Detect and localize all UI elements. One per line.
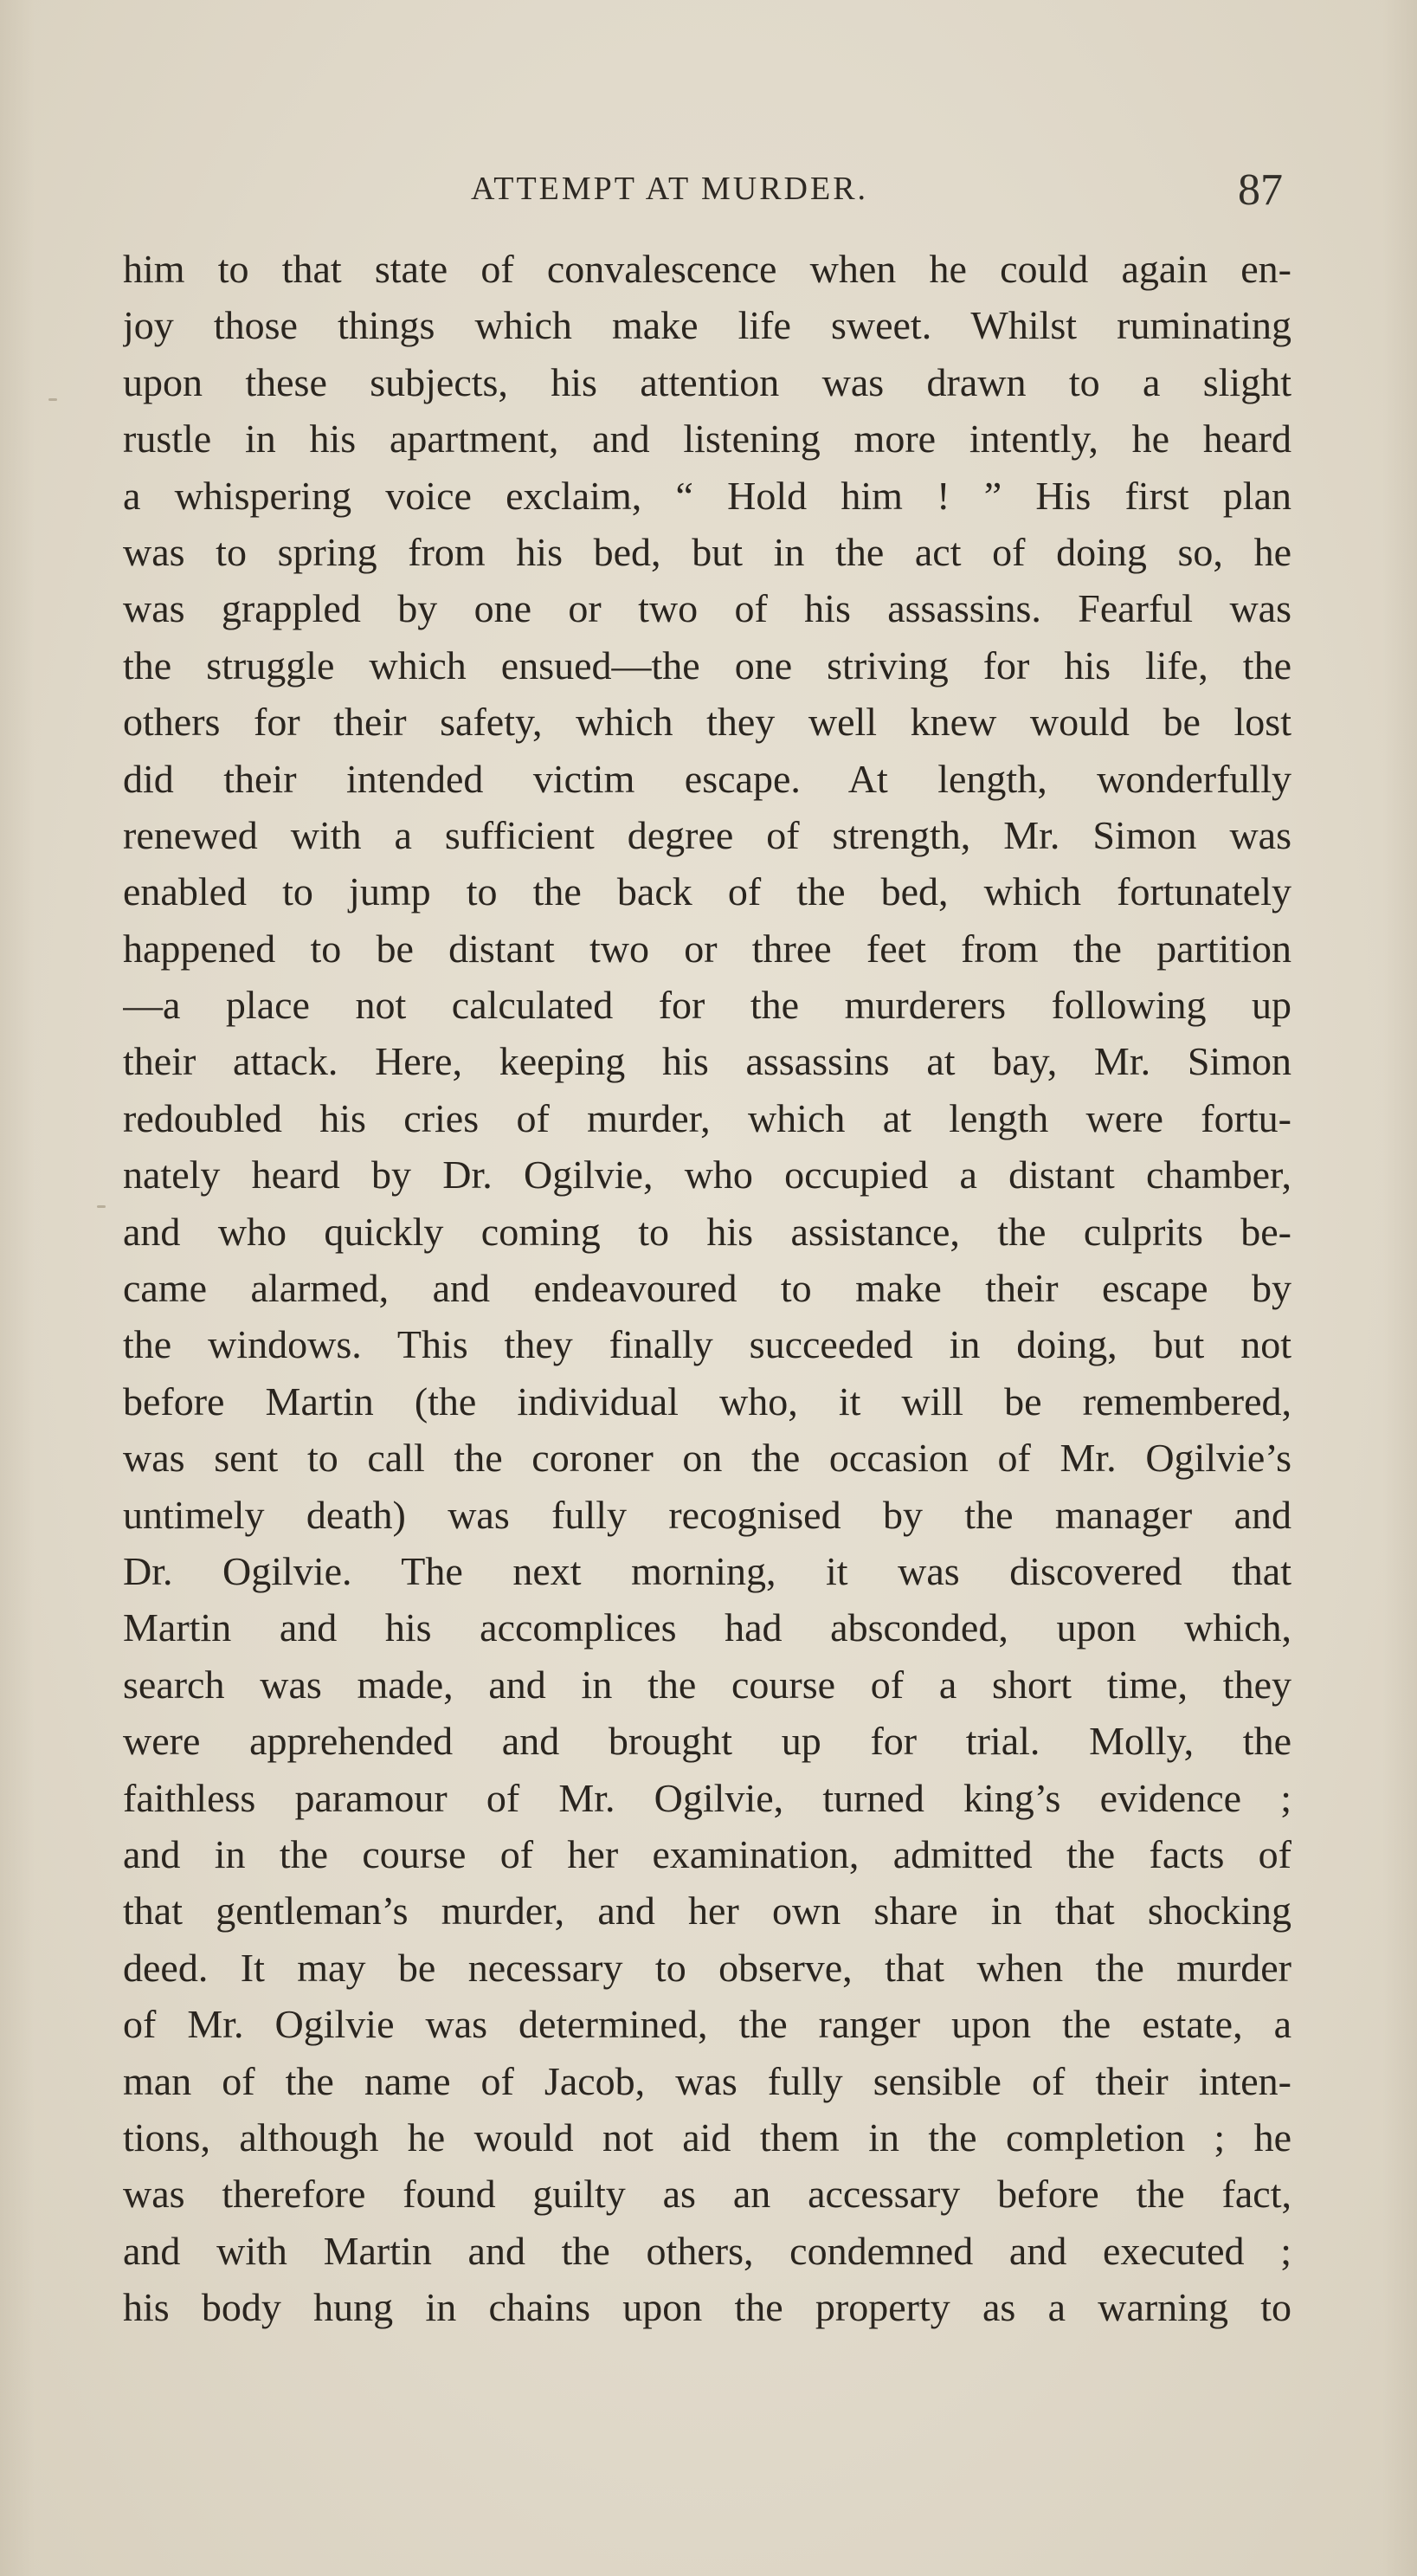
text-line: upon these subjects, his attention was drawn to a slight — [123, 359, 1291, 404]
page-edge-shadow-left — [0, 0, 35, 2576]
margin-mark — [48, 398, 57, 401]
body-text — [123, 241, 1291, 2335]
text-line: was sent to call the coroner on the occasion of Mr. Ogilvie’s — [123, 1436, 1291, 1481]
text-line: —a place not calculated for the murderers following up — [123, 983, 1291, 1028]
text-line: him to that state of convalescence when he could again en- — [123, 247, 1291, 291]
text-line: their attack. Here, keeping his assassins at bay, Mr. Simon — [123, 1039, 1291, 1084]
text-line: deed. It may be necessary to observe, that when the murder — [123, 1945, 1291, 1990]
text-line: was therefore found guilty as an accessary before the fact, — [123, 2172, 1291, 2217]
text-line: the windows. This they finally succeeded in doing, but not — [123, 1322, 1291, 1367]
text-line: a whispering voice exclaim, “ Hold him ! ” His first plan — [123, 473, 1291, 518]
text-line: before Martin (the individual who, it will be remembered, — [123, 1378, 1291, 1424]
text-line: came alarmed, and endeavoured to make their escape by — [123, 1266, 1291, 1311]
text-line: was to spring from his bed, but in the act of doing so, he — [123, 529, 1291, 574]
text-line: others for their safety, which they well knew would be lost — [123, 700, 1291, 745]
page-edge-shadow-right — [1382, 0, 1417, 2576]
text-line: the struggle which ensued—the one striving for his life, the — [123, 642, 1291, 688]
text-line: that gentleman’s murder, and her own share in that shocking — [123, 1888, 1291, 1934]
text-line: and in the course of her examination, admitted the facts of — [123, 1831, 1291, 1876]
text-line: joy those things which make life sweet. Whilst ruminating — [123, 303, 1291, 348]
margin-mark — [97, 1205, 106, 1208]
text-line: happened to be distant two or three feet from the partition — [123, 926, 1291, 971]
text-line: of Mr. Ogilvie was determined, the ranger upon the estate, a — [123, 2002, 1291, 2047]
text-line: renewed with a sufficient degree of strength, Mr. Simon was — [123, 812, 1291, 857]
text-line: tions, although he would not aid them in the completion ; he — [123, 2114, 1291, 2160]
text-line: was grappled by one or two of his assassins. Fearful was — [123, 586, 1291, 631]
chapter-title: ATTEMPT AT MURDER. — [471, 171, 869, 207]
text-line: nately heard by Dr. Ogilvie, who occupied a distant chamber, — [123, 1152, 1291, 1198]
text-line: Dr. Ogilvie. The next morning, it was discovered that — [123, 1548, 1291, 1593]
text-line: rustle in his apartment, and listening more intently, he heard — [123, 416, 1291, 462]
text-line: enabled to jump to the back of the bed, which fortunately — [123, 869, 1291, 914]
text-line: and with Martin and the others, condemned and executed ; — [123, 2228, 1291, 2273]
text-line: faithless paramour of Mr. Ogilvie, turned king’s evidence ; — [123, 1775, 1291, 1820]
text-line: his body hung in chains upon the property as a warning to — [123, 2285, 1291, 2330]
running-head — [0, 165, 1417, 216]
text-line: search was made, and in the course of a short time, they — [123, 1662, 1291, 1707]
text-line: man of the name of Jacob, was fully sensible of their inten- — [123, 2058, 1291, 2103]
page-number: 87 — [1238, 165, 1283, 215]
text-line: untimely death) was fully recognised by the manager and — [123, 1492, 1291, 1537]
text-line: Martin and his accomplices had absconded, upon which, — [123, 1605, 1291, 1650]
text-line: did their intended victim escape. At length, wonderfully — [123, 756, 1291, 801]
text-line: were apprehended and brought up for trial. Molly, the — [123, 1719, 1291, 1764]
text-line: redoubled his cries of murder, which at length were fortu- — [123, 1095, 1291, 1140]
text-line: and who quickly coming to his assistance, the culprits be- — [123, 1209, 1291, 1254]
